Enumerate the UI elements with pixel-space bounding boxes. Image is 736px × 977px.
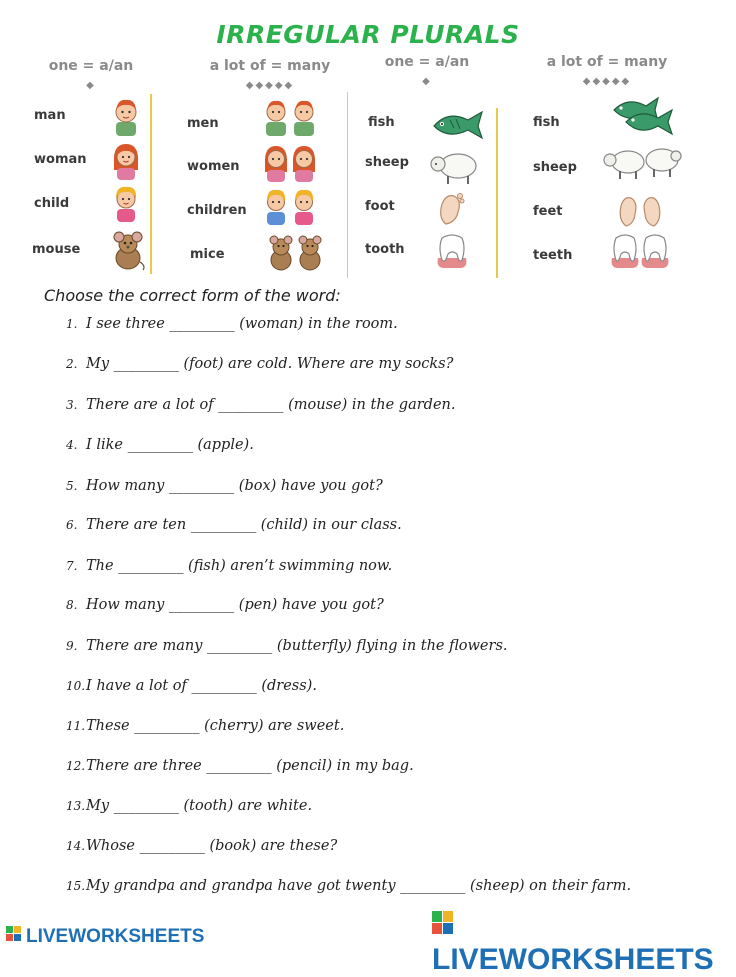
word-feet: feet — [533, 204, 563, 219]
diamond-marker: ◆◆◆◆◆ — [582, 76, 632, 87]
exercise-text: Whose _________ (book) are these? — [86, 838, 338, 854]
exercise-item: 15.My grandpa and grandpa have got twenty _________ (sheep) on their farm. — [66, 878, 632, 894]
teeth-icon — [608, 230, 672, 270]
men-icon — [262, 96, 320, 136]
word-foot: foot — [365, 199, 395, 214]
brand-name: LIVEWORKSHEETS — [26, 926, 205, 948]
exercise-text: There are many _________ (butterfly) flying in the flowers. — [86, 638, 508, 654]
exercise-text: I like _________ (apple). — [86, 437, 254, 453]
children-icon — [262, 185, 320, 225]
mice-icon — [266, 232, 326, 272]
word-sheep: sheep — [365, 155, 409, 170]
column-header-singular-things: one = a/an — [384, 54, 470, 70]
tooth-icon — [432, 230, 472, 270]
exercise-text: The _________ (fish) aren’t swimming now. — [86, 558, 393, 574]
column-divider — [496, 108, 498, 278]
woman-icon — [110, 140, 142, 180]
word-mice: mice — [190, 247, 225, 262]
exercise-item: 7. The _________ (fish) aren’t swimming now. — [66, 558, 393, 574]
word-sheep-plural: sheep — [533, 160, 577, 175]
fish-icon — [430, 106, 486, 140]
exercise-item: 2. My _________ (foot) are cold. Where are my socks? — [66, 356, 454, 372]
column-header-plural-people: a lot of = many — [209, 58, 331, 74]
worksheet-title: IRREGULAR PLURALS — [216, 20, 520, 49]
exercise-item: 5. How many _________ (box) have you got? — [66, 478, 383, 494]
diamond-marker: ◆ — [422, 76, 432, 87]
exercise-text: I have a lot of _________ (dress). — [86, 678, 317, 694]
exercise-item: 13.My _________ (tooth) are white. — [66, 798, 313, 814]
exercise-text: There are a lot of _________ (mouse) in the garden. — [86, 397, 456, 413]
brand-name: LIVEWORKSHEETS — [432, 943, 714, 977]
exercise-item: 6. There are ten _________ (child) in our class. — [66, 517, 402, 533]
sheep-plural-icon — [602, 142, 682, 182]
exercise-text: My grandpa and grandpa have got twenty _________ (sheep) on their farm. — [86, 878, 632, 894]
brand-footer-right — [432, 908, 736, 977]
diamond-marker: ◆◆◆◆◆ — [245, 80, 295, 91]
exercise-item: 14.Whose _________ (book) are these? — [66, 838, 338, 854]
foot-icon — [432, 188, 472, 228]
word-woman: woman — [34, 152, 87, 167]
word-children: children — [187, 203, 247, 218]
exercise-item: 9. There are many _________ (butterfly) flying in the flowers. — [66, 638, 508, 654]
child-icon — [110, 182, 142, 222]
diamond-marker: ◆ — [86, 80, 96, 91]
column-header-singular-people: one = a/an — [48, 58, 134, 74]
word-women: women — [187, 159, 240, 174]
exercise-item: 1. I see three _________ (woman) in the room. — [66, 316, 398, 332]
exercise-text: My _________ (tooth) are white. — [86, 798, 313, 814]
word-fish-plural: fish — [533, 115, 560, 130]
instructions: Choose the correct form of the word: — [44, 286, 341, 305]
exercise-text: My _________ (foot) are cold. Where are my socks? — [86, 356, 454, 372]
exercise-text: These _________ (cherry) are sweet. — [86, 718, 345, 734]
exercise-item: 11.These _________ (cherry) are sweet. — [66, 718, 345, 734]
exercise-item: 3. There are a lot of _________ (mouse) in the garden. — [66, 397, 456, 413]
exercise-text: How many _________ (box) have you got? — [86, 478, 383, 494]
word-child: child — [34, 196, 70, 211]
column-header-plural-things: a lot of = many — [546, 54, 668, 70]
column-divider — [150, 94, 152, 274]
word-fish: fish — [368, 115, 395, 130]
exercise-item: 10.I have a lot of _________ (dress). — [66, 678, 317, 694]
liveworksheets-logo-icon — [432, 909, 454, 943]
word-men: men — [187, 116, 219, 131]
exercise-item: 12.There are three _________ (pencil) in my bag. — [66, 758, 414, 774]
word-teeth: teeth — [533, 248, 573, 263]
plurals-chart — [22, 54, 722, 280]
liveworksheets-logo-icon — [6, 926, 22, 948]
sheep-icon — [428, 146, 482, 186]
brand-footer-left — [6, 926, 204, 948]
exercise-item: 4. I like _________ (apple). — [66, 437, 254, 453]
exercise-text: There are three _________ (pencil) in my bag. — [86, 758, 414, 774]
feet-icon — [614, 188, 670, 230]
word-tooth: tooth — [365, 242, 405, 257]
word-man: man — [34, 108, 66, 123]
fishes-icon — [608, 94, 678, 138]
man-icon — [110, 96, 142, 136]
column-divider — [347, 92, 348, 278]
exercise-text: How many _________ (pen) have you got? — [86, 597, 384, 613]
exercise-item: 8. How many _________ (pen) have you got? — [66, 597, 384, 613]
word-mouse: mouse — [32, 242, 81, 257]
mouse-icon — [108, 228, 148, 272]
women-icon — [262, 142, 320, 182]
exercise-text: I see three _________ (woman) in the room. — [86, 316, 398, 332]
exercise-text: There are ten _________ (child) in our class. — [86, 517, 402, 533]
